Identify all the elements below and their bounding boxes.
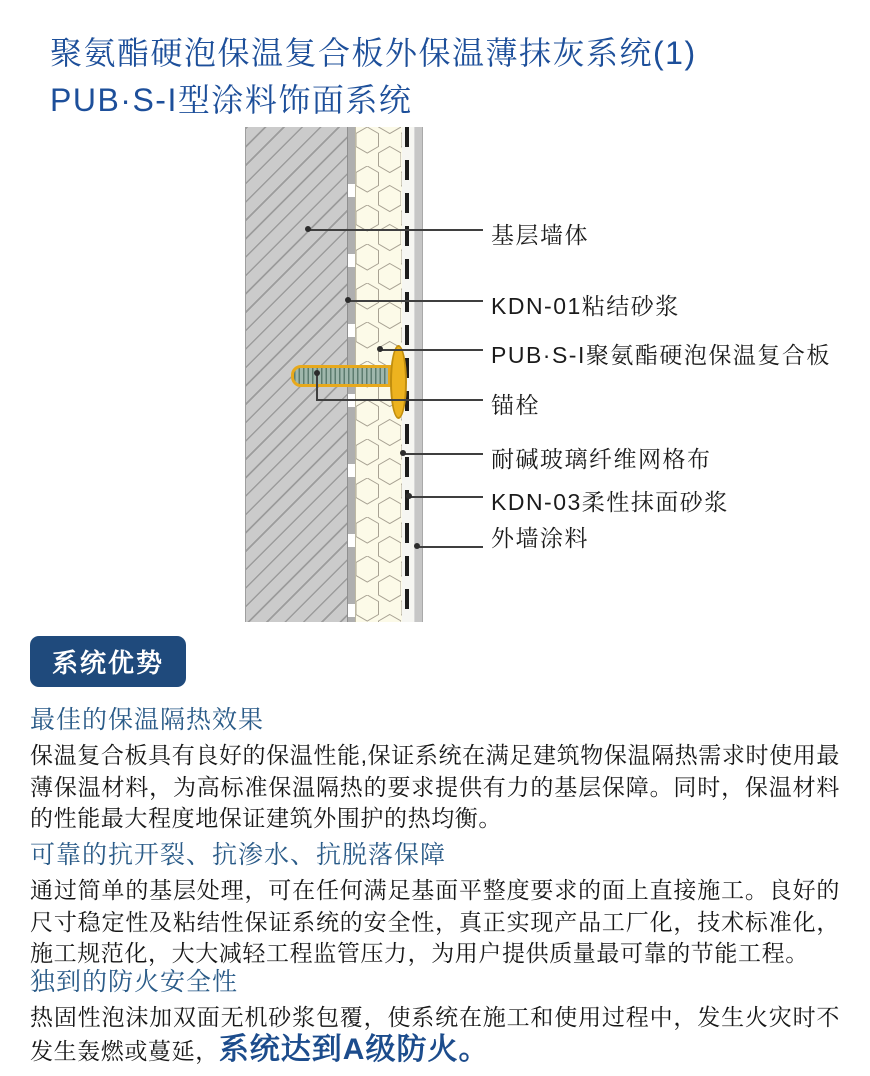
leader-line-finishing-mortar <box>409 496 483 498</box>
label-insulation-board: PUB·S-I聚氨酯硬泡保温复合板 <box>491 342 831 368</box>
leader-line-anchor-vertical <box>316 372 318 401</box>
leader-line-base-wall <box>308 229 483 231</box>
leader-line-insulation <box>380 349 483 351</box>
leader-line-paint <box>417 546 483 548</box>
leader-dot-anchor <box>314 370 320 376</box>
advantage-section-durability <box>30 835 840 970</box>
anchor-bolt-cap <box>390 345 407 419</box>
leader-line-adhesive <box>348 300 483 302</box>
label-base-wall: 基层墙体 <box>491 222 589 248</box>
page-title <box>50 30 697 124</box>
section-body: 通过简单的基层处理，可在任何满足基面平整度要求的面上直接施工。良好的尺寸稳定性及粘结性保证系统的安全性，真正实现产品工厂化，技术标准化，施工规范化，大大减轻工程监管压力，为用户提供质量最可靠的节能工程。 <box>30 877 840 966</box>
label-anchor-bolt: 锚栓 <box>491 392 540 418</box>
section-heading: 独到的防火安全性 <box>30 968 239 996</box>
section-badge: 系统优势 <box>30 636 186 687</box>
section-heading: 最佳的保温隔热效果 <box>30 706 265 734</box>
label-exterior-paint: 外墙涂料 <box>491 525 589 551</box>
leader-line-anchor <box>316 399 483 401</box>
label-fiberglass-mesh: 耐碱玻璃纤维网格布 <box>491 446 712 472</box>
leader-dot-insulation <box>377 346 383 352</box>
advantage-section-thermal <box>30 700 840 835</box>
leader-dot-mesh <box>400 450 406 456</box>
page-title-line2: PUB·S-I型涂料饰面系统 <box>50 82 413 118</box>
leader-dot-base-wall <box>305 226 311 232</box>
leader-dot-adhesive <box>345 297 351 303</box>
leader-line-mesh <box>403 453 483 455</box>
section-body: 保温复合板具有良好的保温性能,保证系统在满足建筑物保温隔热需求时使用最薄保温材料，为高标准保温隔热的要求提供有力的基层保障。同时，保温材料的性能最大程度地保证建筑外围护的热均衡。 <box>30 742 840 831</box>
advantage-section-fire-safety <box>30 962 840 1067</box>
section-heading: 可靠的抗开裂、抗渗水、抗脱落保障 <box>30 841 447 869</box>
leader-dot-paint <box>414 543 420 549</box>
section-body-text: 热固性泡沫加双面无机砂浆包覆，使系统在施工和使用过程中，发生火灾时不发生轰燃或蔓延， <box>30 1004 840 1064</box>
label-adhesive-mortar: KDN-01粘结砂浆 <box>491 293 680 319</box>
anchor-bolt-rod <box>291 365 391 387</box>
page-title-line1: 聚氨酯硬泡保温复合板外保温薄抹灰系统(1) <box>50 35 697 71</box>
leader-dot-finishing-mortar <box>406 493 412 499</box>
fire-rating-emphasis: 系统达到A级防火。 <box>218 1032 490 1066</box>
label-finishing-mortar: KDN-03柔性抹面砂浆 <box>491 489 729 515</box>
section-body <box>30 1002 840 1067</box>
